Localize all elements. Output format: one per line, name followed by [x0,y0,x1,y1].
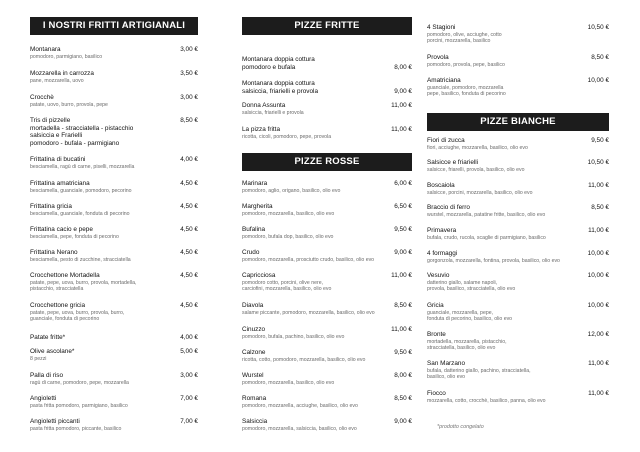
item-name: Palla di riso [30,372,64,379]
item-price: 11,00 € [588,227,609,234]
menu-item [30,395,198,409]
item-name: Diavola [242,302,264,309]
item-price: 10,00 € [587,272,609,279]
item-name: San Marzano [427,360,466,367]
menu-item [242,203,412,217]
item-price: 4,50 € [180,226,198,233]
tris-line: pomodoro - bufala - parmigiano [30,139,120,147]
menu-item [242,349,412,363]
menu-item [242,56,412,71]
item-price: 11,00 € [588,182,609,189]
item-desc: pomodoro, bufala, pachino, basilico, olio evo [242,333,345,340]
item-desc: mozzarella, cotto, crocchè, basilico, panna, olio evo [427,397,546,404]
item-desc: patate, uovo, burro, provola, pepe [30,101,108,108]
item-price: 4,00 € [180,156,198,163]
tris-line: mortadella - stracciatella - pistacchio [30,124,134,132]
menu-item [427,390,609,404]
item-name: Vesuvio [427,272,450,279]
menu-item [427,77,609,97]
menu-item [427,250,609,264]
item-desc: pomodoro, mozzarella, salsiccia, basilico, olio evo [242,425,357,432]
menu-item [242,102,412,116]
item-price: 4,50 € [180,272,198,279]
item-desc: salsicce, friarelli, provola, basilico, olio evo [427,166,525,173]
item-desc: pistacchio, stracciatella [30,285,84,292]
menu-item [427,182,609,196]
item-price: 11,00 € [391,326,412,333]
item-desc: guanciale, pomodoro, mozzarella [427,84,504,91]
item-desc: salsiccia, friarielli e provola [242,109,304,116]
item-price: 11,00 € [391,126,412,133]
item-price: 8,00 € [394,372,412,379]
item-desc: basilico, olio evo [427,373,466,380]
item-price: 6,50 € [394,203,412,210]
item-desc: bufala, datterino giallo, pachino, stracciatella, [427,367,531,374]
item-name: Frittatina di bucatini [30,156,86,163]
item-price: 10,00 € [587,250,609,257]
item-desc: salsicce, porcini, mozzarella, basilico, olio evo [427,189,533,196]
item-desc: pomodoro, mozzarella, acciughe, basilico, olio evo [242,402,358,409]
menu-item [242,302,412,316]
item-name: Provola [427,54,449,61]
item-name: Romana [242,395,267,402]
menu-item [30,348,198,362]
item-name-line2: salsiccia, friarielli e provola [242,87,319,95]
menu-item [242,180,412,194]
item-price: 3,00 € [180,372,198,379]
item-price: 8,50 € [591,54,609,61]
item-price: 9,50 € [394,226,412,233]
menu-item [242,126,412,140]
item-name: Frittatina gricia [30,203,72,210]
menu-item [30,203,198,217]
item-price: 9,50 € [591,137,609,144]
menu-item [30,272,198,292]
menu-item [242,80,412,95]
item-name: Frittatina amatriciana [30,180,90,187]
item-price: 8,00 € [394,64,412,71]
item-name: Braccio di ferro [427,204,470,211]
menu-item [427,227,609,241]
item-desc: pomodoro, aglio, origano, basilico, olio evo [242,187,341,194]
menu-item [427,331,609,351]
item-desc: bufala, crudo, rucola, scaglie di parmigiano, basilico [427,234,546,241]
item-desc: pane, mozzarella, uovo [30,77,84,84]
item-name: Calzone [242,349,266,356]
menu-item [30,249,198,263]
menu-item [30,372,198,386]
item-name: Montanara doppia cottura [242,80,315,87]
item-name: Crocchettone Mortadella [30,272,100,279]
item-name: Montanara [30,46,61,53]
item-price: 10,50 € [587,24,609,31]
item-desc: guanciale, mozzarella, pepe, [427,309,494,316]
item-price: 9,00 € [394,418,412,425]
item-name: Boscaiola [427,182,455,189]
item-price: 8,50 € [591,204,609,211]
menu-item [30,156,198,170]
item-desc: pomodoro, parmigiano, basilico [30,53,103,60]
item-price: 11,00 € [391,102,412,109]
menu-item [427,24,609,44]
item-price: 3,00 € [180,46,198,53]
item-name: Wurstel [242,372,264,379]
menu-item [30,180,198,194]
menu-item [242,249,412,263]
item-desc: pomodoro, olive, acciughe, cotto [427,31,502,38]
item-desc: pomodoro, bufala dop, basilico, olio evo [242,233,334,240]
item-price: 3,00 € [180,94,198,101]
item-name: Gricia [427,302,444,309]
item-price: 11,00 € [391,272,412,279]
item-desc: ricotta, cicoli, pomodoro, pepe, provola [242,133,332,140]
item-name: Angioletti [30,395,57,402]
item-desc: carciofini, mozzarella, basilico, olio evo [242,285,332,292]
item-name: Primavera [427,227,457,234]
item-desc: salame piccante, pomodoro, mozzarella, basilico, olio evo [242,309,375,316]
section-header-pizze-bianche: PIZZE BIANCHE [427,113,609,131]
item-desc: mortadella, mozzarella, pistacchio, [427,338,507,345]
item-name: Patate fritte* [30,334,66,341]
item-desc: pomodoro, mozzarella, basilico, olio evo [242,210,335,217]
item-name: Montanara doppia cottura [242,56,315,63]
item-desc: besciamella, ragù di carne, piselli, mozzarella [30,163,135,170]
item-desc: besciamella, pesto di zucchine, stracciatella [30,256,131,263]
item-price: 11,00 € [588,390,609,397]
item-name: Marinara [242,180,268,187]
item-price: 9,00 € [394,249,412,256]
menu-item [30,334,198,342]
item-price: 10,00 € [587,77,609,84]
item-desc: stracciatella, basilico, olio evo [427,344,496,351]
item-name: Crocchè [30,94,54,101]
footnote: *prodotto congelato [437,424,484,430]
menu-item [242,226,412,240]
item-desc: gorgonzola, mozzarella, fontina, provola, basilico, olio evo [427,257,560,264]
menu-item [30,226,198,240]
item-desc: ricotta, cotto, pomodoro, mozzarella, basilico, olio evo [242,356,366,363]
item-name: Fiocco [427,390,446,397]
item-name: Crudo [242,249,260,256]
item-price: 8,50 € [394,302,412,309]
item-desc: pomodoro, mozzarella, basilico, olio evo [242,379,335,386]
item-price: 6,00 € [394,180,412,187]
menu-item [30,46,198,60]
item-desc: pepe, basilico, fonduta di pecorino [427,90,506,97]
item-name: Bronte [427,331,446,338]
menu-item [427,360,609,380]
menu-item [427,204,609,218]
item-name: Capricciosa [242,272,276,279]
item-price: 4,50 € [180,249,198,256]
section-header-pizze-fritte: PIZZE FRITTE [242,17,412,35]
item-desc: patate, pepe, uova, burro, provola, burro, [30,309,125,316]
item-price: 7,00 € [180,395,198,402]
item-price: 10,50 € [587,159,609,166]
item-desc: besciamella, guanciale, fonduta di pecorino [30,210,130,217]
menu-item [427,302,609,322]
item-desc: fiori, acciughe, mozzarella, basilico, olio evo [427,144,528,151]
section-header-fritti: I NOSTRI FRITTI ARTIGIANALI [30,17,198,35]
item-name: Margherita [242,203,273,210]
menu-item [427,159,609,173]
item-name: Mozzarella in carrozza [30,70,94,77]
menu-item [427,54,609,68]
item-name: Salsicce e friarielli [427,159,479,166]
section-header-pizze-rosse: PIZZE ROSSE [242,153,412,171]
item-name: Angioletti piccanti [30,418,80,425]
menu-item [427,272,609,292]
item-name: Olive ascolane* [30,348,75,355]
item-desc: provola, basilico, stracciatella, olio evo [427,285,516,292]
item-price: 9,00 € [394,88,412,95]
item-desc: ragù di carne, pomodoro, pepe, mozzarella [30,379,129,386]
item-name: Frittatina cacio e pepe [30,226,93,233]
menu-item [242,272,412,292]
item-desc: 8 pezzi [30,355,47,362]
item-price: 5,00 € [180,348,198,355]
item-price: 11,00 € [588,360,609,367]
menu-item [30,117,198,147]
item-desc: besciamella, pepe, fonduta di pecorino [30,233,119,240]
item-name: Cinuzzo [242,326,266,333]
item-price: 8,50 € [180,117,198,124]
item-desc: besciamella, guanciale, pomodoro, pecorino [30,187,132,194]
item-desc: pomodoro, mozzarella, prosciutto crudo, basilico, olio evo [242,256,375,263]
item-name: 4 Stagioni [427,24,456,31]
item-name: Fiori di zucca [427,137,465,144]
menu-item [30,302,198,322]
item-price: 4,00 € [180,334,198,341]
item-name: Amatriciana [427,77,461,84]
item-price: 3,50 € [180,70,198,77]
item-price: 9,50 € [394,349,412,356]
item-name: Frittatina Nerano [30,249,78,256]
menu-item [242,395,412,409]
item-price: 4,50 € [180,302,198,309]
item-price: 10,00 € [587,302,609,309]
item-desc: porcini, mozzarella, basilico [427,37,491,44]
item-desc: patate, pepe, uova, burro, provola, mortadella, [30,279,137,286]
item-name: La pizza fritta [242,126,281,133]
item-name: Tris di pizzelle [30,117,71,124]
item-name-line2: pomodoro e bufala [242,63,296,71]
item-desc: guanciale, fonduta di pecorino [30,315,100,322]
menu-item [427,137,609,151]
item-desc: pasta fritta pomodoro, piccante, basilico [30,425,122,432]
item-price: 8,50 € [394,395,412,402]
item-name: 4 formaggi [427,250,458,257]
menu-item [242,372,412,386]
item-desc: fonduta di pecorino, basilico, olio evo [427,315,513,322]
menu-item [242,326,412,340]
item-price: 4,50 € [180,203,198,210]
item-desc: pasta fritta pomodoro, parmigiano, basilico [30,402,128,409]
menu-item [30,94,198,108]
item-desc: datterino giallo, salame napoli, [427,279,498,286]
menu-item [242,418,412,432]
item-name: Donna Assunta [242,102,286,109]
item-price: 7,00 € [180,418,198,425]
item-name: Crocchettone gricia [30,302,86,309]
tris-line: salsiccia e Frarielli [30,132,83,140]
item-name: Bufalina [242,226,266,233]
menu-item [30,70,198,84]
item-desc: pomodoro, provola, pepe, basilico [427,61,505,68]
item-price: 4,50 € [180,180,198,187]
item-price: 12,00 € [587,331,609,338]
item-desc: wurstel, mozzarella, patatine fritte, basilico, olio evo [427,211,546,218]
item-name: Salsiccia [242,418,268,425]
item-desc: pomodoro cotto, porcini, olive nere, [242,279,324,286]
menu-item [30,418,198,432]
